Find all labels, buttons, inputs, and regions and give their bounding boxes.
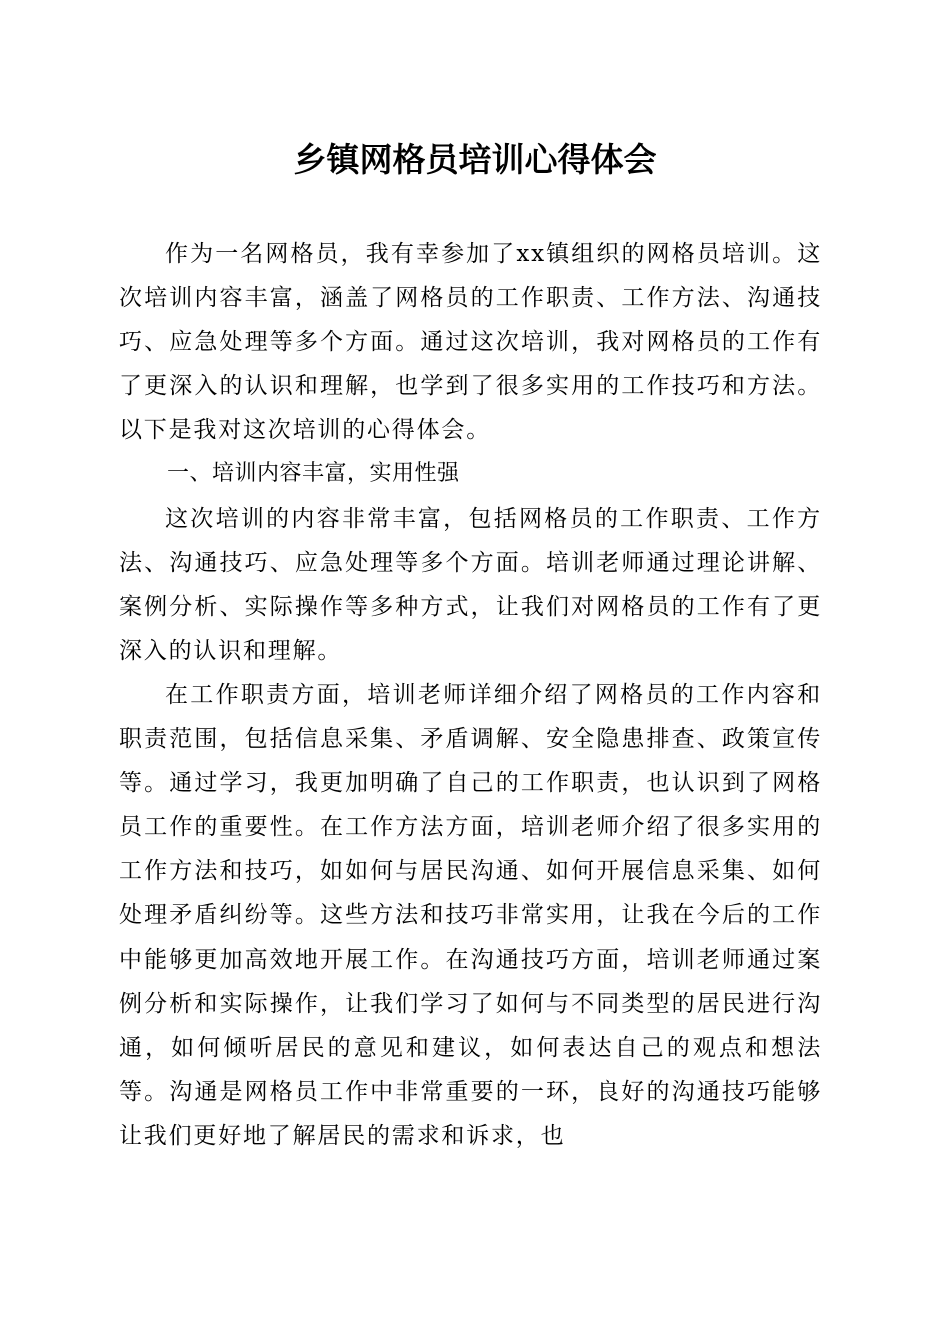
document-body xyxy=(119,232,822,1158)
intro-paragraph: 作为一名网格员，我有幸参加了xx镇组织的网格员培训。这次培训内容丰富，涵盖了网格员的工作职责、工作方法、沟通技巧、应急处理等多个方面。通过这次培训，我对网格员的工作有了更深入的认识和理解，也学到了很多实用的工作技巧和方法。以下是我对这次培训的心得体会。 xyxy=(119,241,822,444)
section-heading: 一、培训内容丰富，实用性强 xyxy=(167,461,460,487)
body-paragraph: 在工作职责方面，培训老师详细介绍了网格员的工作内容和职责范围，包括信息采集、矛盾调解、安全隐患排查、政策宣传等。通过学习，我更加明确了自己的工作职责，也认识到了网格员工作的重要性。在工作方法方面，培训老师介绍了很多实用的工作方法和技巧，如如何与居民沟通、如何开展信息采集、如何处理矛盾纠纷等。这些方法和技巧非常实用，让我在今后的工作中能够更加高效地开展工作。在沟通技巧方面，培训老师通过案例分析和实际操作，让我们学习了如何与不同类型的居民进行沟通，如何倾听居民的意见和建议，如何表达自己的观点和想法等。沟通是网格员工作中非常重要的一环，良好的沟通技巧能够让我们更好地了解居民的需求和诉求，也 xyxy=(119,681,822,1149)
body-paragraph: 这次培训的内容非常丰富，包括网格员的工作职责、工作方法、沟通技巧、应急处理等多个方面。培训老师通过理论讲解、案例分析、实际操作等多种方式，让我们对网格员的工作有了更深入的认识和理解。 xyxy=(119,505,822,664)
document-title: 乡镇网格员培训心得体会 xyxy=(293,140,657,179)
